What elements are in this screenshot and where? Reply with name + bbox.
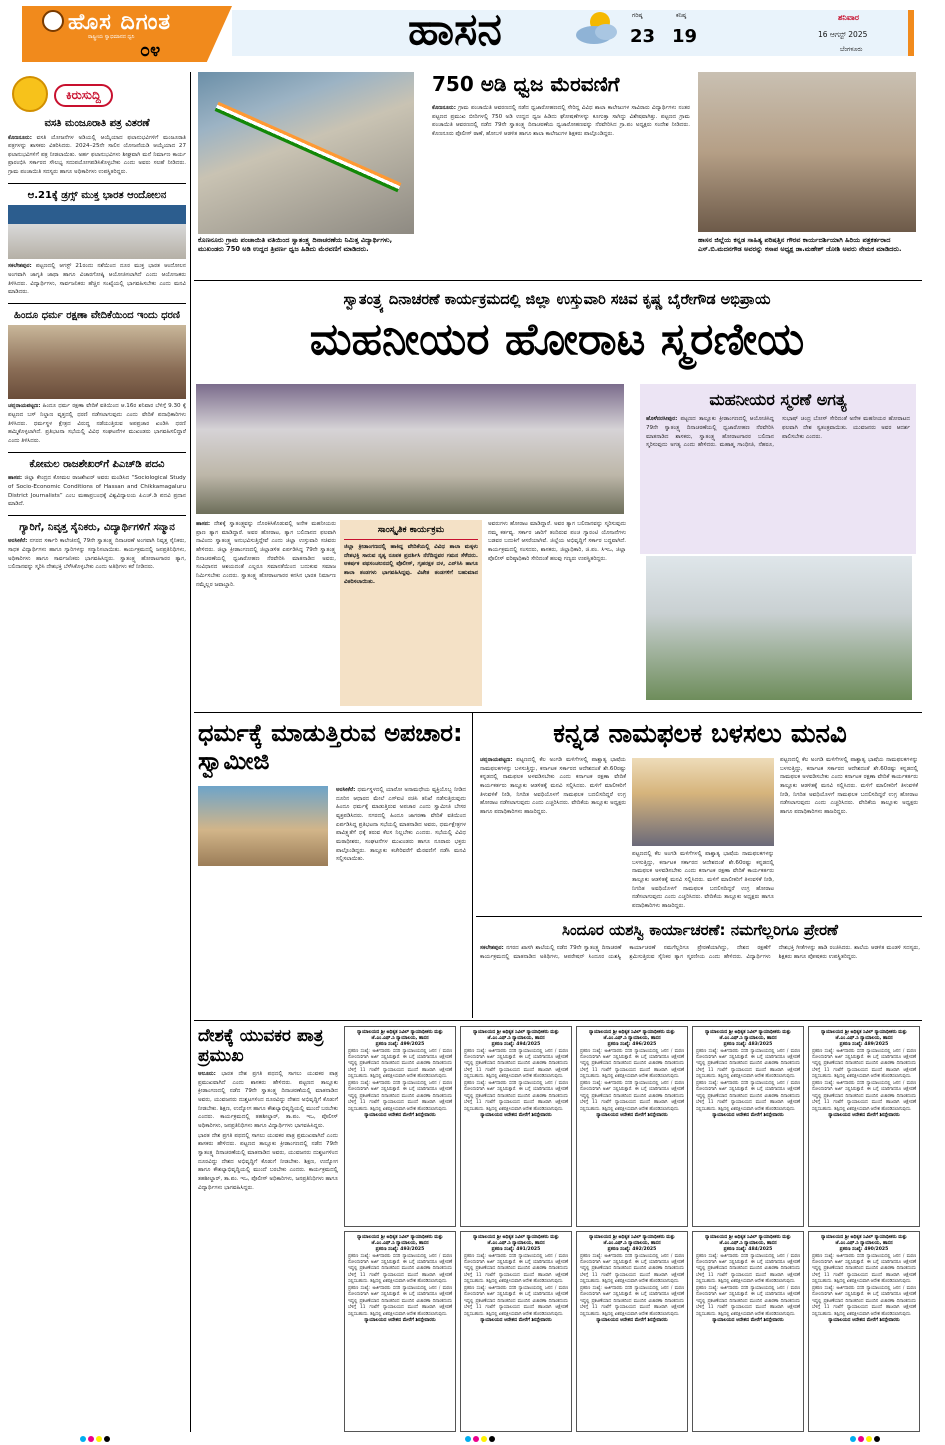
court-notice: ನ್ಯಾಯಾಲಯದ ಶ್ರೀ ಅಧಿಕೃತ ಸಿವಿಲ್ ನ್ಯಾಯಾಧೀಶರು ಮತ್ತು ಜೆ.ಎಂ.ಎಫ್.ಸಿ ನ್ಯಾಯಾಲಯ, ಹಾಸನ ಪ್ರಕರಣ ಸಂಖ್ಯೆ: 490/2025 ಪ್ರಕರಣ ಸಂಖ್ಯೆ: ಅರ್ಜಿದಾರರು ಸದರಿ ನ್ಯಾಯಾಲಯದಲ್ಲಿ ಜನನ / ಮರಣ ನೋಂದಣಿಗಾಗಿ ಅರ್ಜಿ ಸಲ್ಲಿಸಿರುತ್ತಾರೆ. ಈ ಬಗ್ಗೆ ಯಾರಿಗಾದರೂ ಆಕ್ಷೇಪಣೆ ಇದ್ದಲ್ಲಿ ಪ್ರಕಟಣೆಯಾದ ದಿನಾಂಕದಿಂದ ಮುಂದಿನ ವಿಚಾರಣಾ ದಿನಾಂಕದಂದು ಬೆಳಿಗ್ಗೆ 11 ಗಂಟೆಗೆ ನ್ಯಾಯಾಲಯದ ಮುಂದೆ ಹಾಜರಾಗಿ ಆಕ್ಷೇಪಣೆ ಸಲ್ಲಿಸಬಹುದು. ತಪ್ಪಿದಲ್ಲಿ ಏಕಪಕ್ಷೀಯವಾಗಿ ಆದೇಶ ಹೊರಡಿಸಲಾಗುವುದು. ಪ್ರಕರಣ ಸಂಖ್ಯೆ: ಅರ್ಜಿದಾರರು ಸದರಿ ನ್ಯಾಯಾಲಯದಲ್ಲಿ ಜನನ / ಮರಣ ನೋಂದಣಿಗಾಗಿ ಅರ್ಜಿ ಸಲ್ಲಿಸಿರುತ್ತಾರೆ. ಈ ಬಗ್ಗೆ ಯಾರಿಗಾದರೂ ಆಕ್ಷೇಪಣೆ ಇದ್ದಲ್ಲಿ ಪ್ರಕಟಣೆಯಾದ ದಿನಾಂಕದಿಂದ ಮುಂದಿನ ವಿಚಾರಣಾ ದಿನಾಂಕದಂದು ಬೆಳಿಗ್ಗೆ 11 ಗಂಟೆಗೆ ನ್ಯಾಯಾಲಯದ ಮುಂದೆ ಹಾಜರಾಗಿ ಆಕ್ಷೇಪಣೆ ಸಲ್ಲಿಸಬಹುದು. ತಪ್ಪಿದಲ್ಲಿ ಏಕಪಕ್ಷೀಯವಾಗಿ ಆದೇಶ ಹೊರಡಿಸಲಾಗುವುದು. ನ್ಯಾಯಾಲಯದ ಆದೇಶದ ಮೇರೆಗೆ ಶಿರಸ್ತೇದಾರರು bbox=[808, 1231, 920, 1432]
kannada-board-story-c bbox=[780, 756, 918, 914]
flag-march-headline: 750 ಅಡಿ ಧ್ವಜ ಮೆರವಣಿಗೆ bbox=[432, 72, 620, 96]
lower-divider bbox=[194, 1020, 922, 1021]
story-body: ಜಿಲ್ಲಾ ಕೇಂದ್ರದ ಕೋಮಲ ರಾಜಶೇಖರ್ ಅವರು ಮಂಡಿಸಿದ “Sociological Study of Socio-Economic Conditions of Hassan and Chikkamagaluru District Journalists” ಎಂಬ ಮಹಾಪ್ರಬಂಧಕ್ಕೆ ವಿಶ್ವವಿದ್ಯಾಲಯ ಪಿಎಚ್‌.ಡಿ ಪದವಿ ಪ್ರದಾನ ಮಾಡಿದೆ. bbox=[8, 475, 186, 508]
short-news-3 bbox=[8, 310, 186, 446]
ksp-appointment-photo bbox=[698, 72, 916, 232]
story-body: ದೇಶಕ್ಕೆ ಸ್ವಾತಂತ್ರ್ಯವನ್ನು ದೊರಕಿಸಿಕೊಡುವಲ್ಲಿ ಅನೇಕ ಮಹನೀಯರು ಪ್ರಾಣ ತ್ಯಾಗ ಮಾಡಿದ್ದಾರೆ. ಅವರ ಹೋರಾಟ, ತ್ಯಾಗ ಬಲಿದಾನದ ಫಲವಾಗಿ ನಾವಿಂದು ಸ್ವಾತಂತ್ರ್ಯ ಅನುಭವಿಸುತ್ತಿದ್ದೇವೆ ಎಂದು ಜಿಲ್ಲಾ ಉಸ್ತುವಾರಿ ಸಚಿವರು ಹೇಳಿದರು. ಜಿಲ್ಲಾ ಕ್ರೀಡಾಂಗಣದಲ್ಲಿ ಜಿಲ್ಲಾಡಳಿತ ಏರ್ಪಡಿಸಿದ್ದ 79ನೇ ಸ್ವಾತಂತ್ರ್ಯ ದಿನಾಚರಣೆಯಲ್ಲಿ ಧ್ವಜಾರೋಹಣ ನೆರವೇರಿಸಿ ಮಾತನಾಡಿದ ಅವರು, ಸಂವಿಧಾನದ ಆಶಯದಂತೆ ಎಲ್ಲರೂ ಸಮಾನತೆಯಿಂದ ಬದುಕುವ ಸಮಾಜ ನಿರ್ಮಿಸಬೇಕು ಎಂದರು. ಸ್ವಾತಂತ್ರ್ಯ ಹೋರಾಟಗಾರರ ಕನಸಿನ ಭಾರತ ನಿರ್ಮಾಣ ನಮ್ಮೆಲ್ಲರ ಜವಾಬ್ದಾರಿ. bbox=[196, 521, 336, 588]
min-temp-label: ಕನಿಷ್ಠ bbox=[676, 12, 687, 19]
dateline: ಚನ್ನರಾಯಪಟ್ಟಣ: bbox=[8, 403, 41, 410]
dateline: ಹಾಸನ: bbox=[8, 475, 23, 482]
short-news-5-title: ಗ್ಯಾರಿಗೆ, ನಿವೃತ್ತ ಸೈನಿಕರು, ವಿದ್ಯಾರ್ಥಿಗಳಿಗೆ ಸನ್ಮಾನ bbox=[19, 521, 175, 533]
max-temp: 23 bbox=[630, 26, 656, 47]
masthead bbox=[0, 0, 945, 66]
lead-story-col2 bbox=[488, 520, 626, 706]
kannada-board-story-a bbox=[480, 756, 626, 914]
dharma-headline: ಧರ್ಮಕ್ಕೆ ಮಾಡುತ್ತಿರುವ ಅಪಚಾರ: ಸ್ವಾಮೀಜಿ bbox=[198, 719, 463, 775]
min-temp: 19 bbox=[672, 26, 698, 47]
flag-march-caption: ಕೊಣನೂರು ಗ್ರಾಮ ಪಂಚಾಯಿತಿ ವತಿಯಿಂದ ಸ್ವಾತಂತ್ರ್ಯ ದಿನಾಚರಣೆಯ ನಿಮಿತ್ತ ವಿದ್ಯಾರ್ಥಿಗಳು, ಮುಖಂಡರು 750 ಅಡಿ ಉದ್ದದ ತ್ರಿವರ್ಣ ಧ್ವಜ ಹಿಡಿದು ಮೆರವಣಿಗೆ ಮಾಡಿದರು. bbox=[198, 236, 393, 254]
print-registration-marks bbox=[80, 1436, 880, 1444]
brand-name: ಹೊಸ ದಿಗಂತ bbox=[68, 10, 172, 35]
edition-name: ಹಾಸನ bbox=[408, 4, 502, 55]
cultural-program-box bbox=[340, 520, 482, 706]
page-number: ೦೪ bbox=[140, 40, 161, 61]
side-story-photo bbox=[646, 556, 912, 700]
short-news-2 bbox=[8, 190, 186, 297]
lead-story-col1 bbox=[196, 520, 336, 706]
side-story bbox=[640, 384, 916, 554]
kannada-board-photo bbox=[632, 758, 774, 846]
dateline: ಕೊಣನೂರು: bbox=[8, 134, 32, 141]
short-news-4 bbox=[8, 459, 186, 509]
court-notice: ನ್ಯಾಯಾಲಯದ ಶ್ರೀ ಅಧಿಕೃತ ಸಿವಿಲ್ ನ್ಯಾಯಾಧೀಶರು ಮತ್ತು ಜೆ.ಎಂ.ಎಫ್.ಸಿ ನ್ಯಾಯಾಲಯ, ಹಾಸನ ಪ್ರಕರಣ ಸಂಖ್ಯೆ: 483/2025 ಪ್ರಕರಣ ಸಂಖ್ಯೆ: ಅರ್ಜಿದಾರರು ಸದರಿ ನ್ಯಾಯಾಲಯದಲ್ಲಿ ಜನನ / ಮರಣ ನೋಂದಣಿಗಾಗಿ ಅರ್ಜಿ ಸಲ್ಲಿಸಿರುತ್ತಾರೆ. ಈ ಬಗ್ಗೆ ಯಾರಿಗಾದರೂ ಆಕ್ಷೇಪಣೆ ಇದ್ದಲ್ಲಿ ಪ್ರಕಟಣೆಯಾದ ದಿನಾಂಕದಿಂದ ಮುಂದಿನ ವಿಚಾರಣಾ ದಿನಾಂಕದಂದು ಬೆಳಿಗ್ಗೆ 11 ಗಂಟೆಗೆ ನ್ಯಾಯಾಲಯದ ಮುಂದೆ ಹಾಜರಾಗಿ ಆಕ್ಷೇಪಣೆ ಸಲ್ಲಿಸಬಹುದು. ತಪ್ಪಿದಲ್ಲಿ ಏಕಪಕ್ಷೀಯವಾಗಿ ಆದೇಶ ಹೊರಡಿಸಲಾಗುವುದು. ಪ್ರಕರಣ ಸಂಖ್ಯೆ: ಅರ್ಜಿದಾರರು ಸದರಿ ನ್ಯಾಯಾಲಯದಲ್ಲಿ ಜನನ / ಮರಣ ನೋಂದಣಿಗಾಗಿ ಅರ್ಜಿ ಸಲ್ಲಿಸಿರುತ್ತಾರೆ. ಈ ಬಗ್ಗೆ ಯಾರಿಗಾದರೂ ಆಕ್ಷೇಪಣೆ ಇದ್ದಲ್ಲಿ ಪ್ರಕಟಣೆಯಾದ ದಿನಾಂಕದಿಂದ ಮುಂದಿನ ವಿಚಾರಣಾ ದಿನಾಂಕದಂದು ಬೆಳಿಗ್ಗೆ 11 ಗಂಟೆಗೆ ನ್ಯಾಯಾಲಯದ ಮುಂದೆ ಹಾಜರಾಗಿ ಆಕ್ಷೇಪಣೆ ಸಲ್ಲಿಸಬಹುದು. ತಪ್ಪಿದಲ್ಲಿ ಏಕಪಕ್ಷೀಯವಾಗಿ ಆದೇಶ ಹೊರಡಿಸಲಾಗುವುದು. ನ್ಯಾಯಾಲಯದ ಆದೇಶದ ಮೇರೆಗೆ ಶಿರಸ್ತೇದಾರರು bbox=[692, 1026, 804, 1227]
brand-logo-icon bbox=[42, 10, 64, 32]
dateline: ಹೊಳೆನರಸೀಪುರ: bbox=[646, 416, 678, 423]
dateline: ಆಲೂರು: bbox=[198, 1071, 216, 1077]
sindoor-divider bbox=[476, 916, 922, 917]
kannada-board-headline: ಕನ್ನಡ ನಾಮಫಲಕ ಬಳಸಲು ಮನವಿ bbox=[553, 719, 847, 749]
flag-march-photo bbox=[198, 72, 414, 234]
court-notices bbox=[344, 1026, 920, 1432]
sindoor-headline: ಸಿಂದೂರ ಯಶಸ್ವಿ ಕಾರ್ಯಾಚರಣೆ: ನಮಗೆಲ್ಲರಿಗೂ ಪ್ರೇರಣೆ bbox=[562, 921, 838, 939]
youth-headline: ದೇಶಕ್ಕೆ ಯುವಕರ ಪಾತ್ರ ಪ್ರಮುಖ bbox=[198, 1026, 324, 1067]
lead-kicker: ಸ್ವಾತಂತ್ರ್ಯ ದಿನಾಚರಣೆ ಕಾರ್ಯಕ್ರಮದಲ್ಲಿ ಜಿಲ್ಲಾ ಉಸ್ತುವಾರಿ ಸಚಿವ ಕೃಷ್ಣ ಬೈರೇಗೌಡ ಅಭಿಪ್ರಾಯ bbox=[343, 292, 771, 308]
dateline: ಸಕಲೇಶಪುರ: bbox=[480, 945, 504, 951]
max-temp-label: ಗರಿಷ್ಠ bbox=[632, 12, 643, 19]
issue-city: ಬೆಂಗಳೂರು bbox=[840, 46, 863, 53]
story-body: ವಸತಿ ಯೋಜನೆಗಳ ಅಡಿಯಲ್ಲಿ ಆಯ್ಕೆಯಾದ ಫಲಾನುಭವಿಗಳಿಗೆ ಮಂಜೂರಾತಿ ಪತ್ರಗಳನ್ನು ಶಾಸಕರು ವಿತರಿಸಿದರು. 2024–25ನೇ ಸಾಲಿನ ಯೋಜನೆಯಡಿ ಆಯ್ಕೆಯಾದ 27 ಫಲಾನುಭವಿಗಳಿಗೆ ಪತ್ರ ನೀಡಲಾಯಿತು. ಅರ್ಹ ಫಲಾನುಭವಿಗಳು ಶೀಘ್ರವಾಗಿ ಮನೆ ನಿರ್ಮಾಣ ಕಾರ್ಯ ಪ್ರಾರಂಭಿಸಿ ಸರ್ಕಾರದ ಸೌಲಭ್ಯ ಸದುಪಯೋಗಪಡಿಸಿಕೊಳ್ಳಬೇಕು ಎಂದು ಅವರು ಸಲಹೆ ನೀಡಿದರು. ಗ್ರಾಮ ಪಂಚಾಯಿತಿ ಸದಸ್ಯರು ಹಾಗೂ ಅಧಿಕಾರಿಗಳು ಉಪಸ್ಥಿತರಿದ್ದರು. bbox=[8, 134, 186, 176]
short-news-1 bbox=[8, 118, 186, 177]
lead-headline: ಮಹನೀಯರ ಹೋರಾಟ ಸ್ಮರಣೀಯ bbox=[309, 314, 805, 365]
dateline: ಅರಸೀಕೆರೆ: bbox=[8, 538, 28, 545]
lead-photo-dignitaries bbox=[196, 384, 624, 514]
cultural-program-body: ಜಿಲ್ಲಾ ಕ್ರೀಡಾಂಗಣದಲ್ಲಿ ಹಾಕಿದ್ದ ವೇದಿಕೆಯಲ್ಲಿ ವಿವಿಧ ಶಾಲಾ ಮಕ್ಕಳು ದೇಶಭಕ್ತಿ ಸಾರುವ ನೃತ್ಯ ರೂಪಕ ಪ್ರದರ್ಶಿಸಿ ನೆರೆದಿದ್ದವರ ಗಮನ ಸೆಳೆದರು. ಆಕರ್ಷಕ ಪಥಸಂಚಲನದಲ್ಲಿ ಪೊಲೀಸ್, ಗೃಹರಕ್ಷಕ ದಳ, ಎನ್‌ಸಿಸಿ ಹಾಗೂ ಶಾಲಾ ತಂಡಗಳು ಭಾಗವಹಿಸಿದ್ದವು. ವಿಜೇತ ತಂಡಗಳಿಗೆ ಬಹುಮಾನ ವಿತರಿಸಲಾಯಿತು. bbox=[344, 544, 478, 585]
story-body: ನಗರದ ಸರ್ಕಾರಿ ಕಾಲೇಜಿನಲ್ಲಿ 79ನೇ ಸ್ವಾತಂತ್ರ್ಯ ದಿನಾಚರಣೆ ಅಂಗವಾಗಿ ನಿವೃತ್ತ ಸೈನಿಕರು, ಸಾಧಕ ವಿದ್ಯಾರ್ಥಿಗಳು ಹಾಗೂ ಗ್ಯಾರಿಗಳನ್ನು ಸನ್ಮಾನಿಸಲಾಯಿತು. ಕಾರ್ಯಕ್ರಮದಲ್ಲಿ ಜನಪ್ರತಿನಿಧಿಗಳು, ಅಧಿಕಾರಿಗಳು ಹಾಗೂ ಸಾರ್ವಜನಿಕರು ಭಾಗವಹಿಸಿದ್ದರು. ಸ್ವಾತಂತ್ರ್ಯ ಹೋರಾಟಗಾರರ ತ್ಯಾಗ, ಬಲಿದಾನವನ್ನು ಸ್ಮರಿಸಿ ದೇಶಭಕ್ತಿ ಬೆಳೆಸಿಕೊಳ್ಳಬೇಕು ಎಂದು ಅತಿಥಿಗಳು ಕರೆ ನೀಡಿದರು. bbox=[8, 538, 186, 571]
left-column-divider bbox=[190, 72, 191, 1432]
dharma-story bbox=[198, 786, 466, 1012]
edition-bar bbox=[232, 10, 908, 56]
court-notice: ನ್ಯಾಯಾಲಯದ ಶ್ರೀ ಅಧಿಕೃತ ಸಿವಿಲ್ ನ್ಯಾಯಾಧೀಶರು ಮತ್ತು ಜೆ.ಎಂ.ಎಫ್.ಸಿ ನ್ಯಾಯಾಲಯ, ಹಾಸನ ಪ್ರಕರಣ ಸಂಖ್ಯೆ: 496/2025 ಪ್ರಕರಣ ಸಂಖ್ಯೆ: ಅರ್ಜಿದಾರರು ಸದರಿ ನ್ಯಾಯಾಲಯದಲ್ಲಿ ಜನನ / ಮರಣ ನೋಂದಣಿಗಾಗಿ ಅರ್ಜಿ ಸಲ್ಲಿಸಿರುತ್ತಾರೆ. ಈ ಬಗ್ಗೆ ಯಾರಿಗಾದರೂ ಆಕ್ಷೇಪಣೆ ಇದ್ದಲ್ಲಿ ಪ್ರಕಟಣೆಯಾದ ದಿನಾಂಕದಿಂದ ಮುಂದಿನ ವಿಚಾರಣಾ ದಿನಾಂಕದಂದು ಬೆಳಿಗ್ಗೆ 11 ಗಂಟೆಗೆ ನ್ಯಾಯಾಲಯದ ಮುಂದೆ ಹಾಜರಾಗಿ ಆಕ್ಷೇಪಣೆ ಸಲ್ಲಿಸಬಹುದು. ತಪ್ಪಿದಲ್ಲಿ ಏಕಪಕ್ಷೀಯವಾಗಿ ಆದೇಶ ಹೊರಡಿಸಲಾಗುವುದು. ಪ್ರಕರಣ ಸಂಖ್ಯೆ: ಅರ್ಜಿದಾರರು ಸದರಿ ನ್ಯಾಯಾಲಯದಲ್ಲಿ ಜನನ / ಮರಣ ನೋಂದಣಿಗಾಗಿ ಅರ್ಜಿ ಸಲ್ಲಿಸಿರುತ್ತಾರೆ. ಈ ಬಗ್ಗೆ ಯಾರಿಗಾದರೂ ಆಕ್ಷೇಪಣೆ ಇದ್ದಲ್ಲಿ ಪ್ರಕಟಣೆಯಾದ ದಿನಾಂಕದಿಂದ ಮುಂದಿನ ವಿಚಾರಣಾ ದಿನಾಂಕದಂದು ಬೆಳಿಗ್ಗೆ 11 ಗಂಟೆಗೆ ನ್ಯಾಯಾಲಯದ ಮುಂದೆ ಹಾಜರಾಗಿ ಆಕ್ಷೇಪಣೆ ಸಲ್ಲಿಸಬಹುದು. ತಪ್ಪಿದಲ್ಲಿ ಏಕಪಕ್ಷೀಯವಾಗಿ ಆದೇಶ ಹೊರಡಿಸಲಾಗುವುದು. ನ್ಯಾಯಾಲಯದ ಆದೇಶದ ಮೇರೆಗೆ ಶಿರಸ್ತೇದಾರರು bbox=[576, 1026, 688, 1227]
flag-march-story bbox=[432, 104, 690, 274]
short-news-1-title: ವಸತಿ ಮಂಜೂರಾತಿ ಪತ್ರ ವಿತರಣೆ bbox=[44, 118, 150, 129]
court-notice: ನ್ಯಾಯಾಲಯದ ಶ್ರೀ ಅಧಿಕೃತ ಸಿವಿಲ್ ನ್ಯಾಯಾಧೀಶರು ಮತ್ತು ಜೆ.ಎಂ.ಎಫ್.ಸಿ ನ್ಯಾಯಾಲಯ, ಹಾಸನ ಪ್ರಕರಣ ಸಂಖ್ಯೆ: 484/2025 ಪ್ರಕರಣ ಸಂಖ್ಯೆ: ಅರ್ಜಿದಾರರು ಸದರಿ ನ್ಯಾಯಾಲಯದಲ್ಲಿ ಜನನ / ಮರಣ ನೋಂದಣಿಗಾಗಿ ಅರ್ಜಿ ಸಲ್ಲಿಸಿರುತ್ತಾರೆ. ಈ ಬಗ್ಗೆ ಯಾರಿಗಾದರೂ ಆಕ್ಷೇಪಣೆ ಇದ್ದಲ್ಲಿ ಪ್ರಕಟಣೆಯಾದ ದಿನಾಂಕದಿಂದ ಮುಂದಿನ ವಿಚಾರಣಾ ದಿನಾಂಕದಂದು ಬೆಳಿಗ್ಗೆ 11 ಗಂಟೆಗೆ ನ್ಯಾಯಾಲಯದ ಮುಂದೆ ಹಾಜರಾಗಿ ಆಕ್ಷೇಪಣೆ ಸಲ್ಲಿಸಬಹುದು. ತಪ್ಪಿದಲ್ಲಿ ಏಕಪಕ್ಷೀಯವಾಗಿ ಆದೇಶ ಹೊರಡಿಸಲಾಗುವುದು. ಪ್ರಕರಣ ಸಂಖ್ಯೆ: ಅರ್ಜಿದಾರರು ಸದರಿ ನ್ಯಾಯಾಲಯದಲ್ಲಿ ಜನನ / ಮರಣ ನೋಂದಣಿಗಾಗಿ ಅರ್ಜಿ ಸಲ್ಲಿಸಿರುತ್ತಾರೆ. ಈ ಬಗ್ಗೆ ಯಾರಿಗಾದರೂ ಆಕ್ಷೇಪಣೆ ಇದ್ದಲ್ಲಿ ಪ್ರಕಟಣೆಯಾದ ದಿನಾಂಕದಿಂದ ಮುಂದಿನ ವಿಚಾರಣಾ ದಿನಾಂಕದಂದು ಬೆಳಿಗ್ಗೆ 11 ಗಂಟೆಗೆ ನ್ಯಾಯಾಲಯದ ಮುಂದೆ ಹಾಜರಾಗಿ ಆಕ್ಷೇಪಣೆ ಸಲ್ಲಿಸಬಹುದು. ತಪ್ಪಿದಲ್ಲಿ ಏಕಪಕ್ಷೀಯವಾಗಿ ಆದೇಶ ಹೊರಡಿಸಲಾಗುವುದು. ನ್ಯಾಯಾಲಯದ ಆದೇಶದ ಮೇರೆಗೆ ಶಿರಸ್ತೇದಾರರು bbox=[692, 1231, 804, 1432]
dateline: ಕೊಣನೂರು: bbox=[432, 105, 456, 111]
flag-ribbon bbox=[215, 102, 402, 192]
story-body: ಪಟ್ಟಣದಲ್ಲಿ ಕೆಲ ಅಂಗಡಿ ಮಳಿಗೆಗಳಲ್ಲಿ ಪಾಶ್ಚಾತ್ಯ ಭಾಷೆಯ ನಾಮಫಲಕಗಳನ್ನು ಬಳಸುತ್ತಿದ್ದು, ಕರ್ನಾಟಕ ಸರ್ಕಾರದ ಆದೇಶದಂತೆ ಶೇ.60ರಷ್ಟು ಕನ್ನಡದಲ್ಲಿ ನಾಮಫಲಕ ಅಳವಡಿಸಬೇಕು ಎಂದು ಕರ್ನಾಟಕ ರಕ್ಷಣಾ ವೇದಿಕೆ ಕಾರ್ಯಕರ್ತರು ತಾಲ್ಲೂಕು ಆಡಳಿತಕ್ಕೆ ಮನವಿ ಸಲ್ಲಿಸಿದರು. ಮಳಿಗೆ ಮಾಲೀಕರಿಗೆ ತಿಳುವಳಿಕೆ ನೀಡಿ, ನಿಗದಿತ ಅವಧಿಯೊಳಗೆ ನಾಮಫಲಕ ಬದಲಿಸದಿದ್ದರೆ ಉಗ್ರ ಹೋರಾಟ ನಡೆಸಲಾಗುವುದು ಎಂದು ಎಚ್ಚರಿಸಿದರು. ವೇದಿಕೆಯ ತಾಲ್ಲೂಕು ಅಧ್ಯಕ್ಷರು ಹಾಗೂ ಪದಾಧಿಕಾರಿಗಳು ಹಾಜರಿದ್ದರು. bbox=[780, 757, 918, 815]
mid-column-divider bbox=[472, 712, 473, 1018]
short-news-5 bbox=[8, 522, 186, 572]
court-notice: ನ್ಯಾಯಾಲಯದ ಶ್ರೀ ಅಧಿಕೃತ ಸಿವಿಲ್ ನ್ಯಾಯಾಧೀಶರು ಮತ್ತು ಜೆ.ಎಂ.ಎಫ್.ಸಿ ನ್ಯಾಯಾಲಯ, ಹಾಸನ ಪ್ರಕರಣ ಸಂಖ್ಯೆ: 494/2025 ಪ್ರಕರಣ ಸಂಖ್ಯೆ: ಅರ್ಜಿದಾರರು ಸದರಿ ನ್ಯಾಯಾಲಯದಲ್ಲಿ ಜನನ / ಮರಣ ನೋಂದಣಿಗಾಗಿ ಅರ್ಜಿ ಸಲ್ಲಿಸಿರುತ್ತಾರೆ. ಈ ಬಗ್ಗೆ ಯಾರಿಗಾದರೂ ಆಕ್ಷೇಪಣೆ ಇದ್ದಲ್ಲಿ ಪ್ರಕಟಣೆಯಾದ ದಿನಾಂಕದಿಂದ ಮುಂದಿನ ವಿಚಾರಣಾ ದಿನಾಂಕದಂದು ಬೆಳಿಗ್ಗೆ 11 ಗಂಟೆಗೆ ನ್ಯಾಯಾಲಯದ ಮುಂದೆ ಹಾಜರಾಗಿ ಆಕ್ಷೇಪಣೆ ಸಲ್ಲಿಸಬಹುದು. ತಪ್ಪಿದಲ್ಲಿ ಏಕಪಕ್ಷೀಯವಾಗಿ ಆದೇಶ ಹೊರಡಿಸಲಾಗುವುದು. ಪ್ರಕರಣ ಸಂಖ್ಯೆ: ಅರ್ಜಿದಾರರು ಸದರಿ ನ್ಯಾಯಾಲಯದಲ್ಲಿ ಜನನ / ಮರಣ ನೋಂದಣಿಗಾಗಿ ಅರ್ಜಿ ಸಲ್ಲಿಸಿರುತ್ತಾರೆ. ಈ ಬಗ್ಗೆ ಯಾರಿಗಾದರೂ ಆಕ್ಷೇಪಣೆ ಇದ್ದಲ್ಲಿ ಪ್ರಕಟಣೆಯಾದ ದಿನಾಂಕದಿಂದ ಮುಂದಿನ ವಿಚಾರಣಾ ದಿನಾಂಕದಂದು ಬೆಳಿಗ್ಗೆ 11 ಗಂಟೆಗೆ ನ್ಯಾಯಾಲಯದ ಮುಂದೆ ಹಾಜರಾಗಿ ಆಕ್ಷೇಪಣೆ ಸಲ್ಲಿಸಬಹುದು. ತಪ್ಪಿದಲ್ಲಿ ಏಕಪಕ್ಷೀಯವಾಗಿ ಆದೇಶ ಹೊರಡಿಸಲಾಗುವುದು. ನ್ಯಾಯಾಲಯದ ಆದೇಶದ ಮೇರೆಗೆ ಶಿರಸ್ತೇದಾರರು bbox=[460, 1026, 572, 1227]
left-column bbox=[8, 72, 186, 1432]
sindoor-story bbox=[480, 944, 920, 1016]
story-body: ಧರ್ಮಸ್ಥಳದಲ್ಲಿ ಯಾರೋ ಅನಾಮಧೇಯ ವ್ಯಕ್ತಿಯೊಬ್ಬ ನೀಡಿದ ದೂರಿನ ಆಧಾರದ ಮೇಲೆ ಎಸ್‌ಐಟಿ ರಚಿಸಿ ತನಿಖೆ ನಡೆಸುತ್ತಿರುವುದು ಹಿಂದೂ ಧರ್ಮಕ್ಕೆ ಮಾಡುತ್ತಿರುವ ಅಪಚಾರ ಎಂದು ಸ್ವಾಮೀಜಿ ಬೇಸರ ವ್ಯಕ್ತಪಡಿಸಿದರು. ನಗರದಲ್ಲಿ ಹಿಂದೂ ಜಾಗರಣಾ ವೇದಿಕೆ ವತಿಯಿಂದ ಏರ್ಪಡಿಸಿದ್ದ ಪ್ರತಿಭಟನಾ ಸಭೆಯಲ್ಲಿ ಮಾತನಾಡಿದ ಅವರು, ಧರ್ಮಕ್ಷೇತ್ರಗಳ ಪಾವಿತ್ರ್ಯತೆಗೆ ಧಕ್ಕೆ ತರುವ ಕೆಲಸ ನಿಲ್ಲಬೇಕು ಎಂದರು. ಸಭೆಯಲ್ಲಿ ವಿವಿಧ ಮಠಾಧೀಶರು, ಸಂಘಟನೆಗಳ ಮುಖಂಡರು ಹಾಗೂ ನೂರಾರು ಭಕ್ತರು ಪಾಲ್ಗೊಂಡಿದ್ದರು. ತಾಲ್ಲೂಕು ಕಚೇರಿವರೆಗೆ ಮೆರವಣಿಗೆ ನಡೆಸಿ ಮನವಿ ಸಲ್ಲಿಸಲಾಯಿತು. bbox=[336, 787, 466, 863]
dateline: ಹಾಸನ: bbox=[196, 521, 211, 527]
short-news-header bbox=[8, 72, 186, 118]
edition-accent bbox=[908, 10, 914, 56]
weekday: ಶನಿವಾರ bbox=[838, 13, 860, 22]
top-row-divider bbox=[194, 280, 922, 281]
story-body: ಭಾರತ ದೇಶ ಪ್ರಗತಿ ಪಥದಲ್ಲಿ ಸಾಗಲು ಯುವಕರ ಪಾತ್ರ ಪ್ರಮುಖವಾಗಿದೆ ಎಂದು ಶಾಸಕರು ಹೇಳಿದರು. ಪಟ್ಟಣದ ತಾಲ್ಲೂಕು ಕ್ರೀಡಾಂಗಣದಲ್ಲಿ ನಡೆದ 79ನೇ ಸ್ವಾತಂತ್ರ್ಯ ದಿನಾಚರಣೆಯಲ್ಲಿ ಮಾತನಾಡಿದ ಅವರು, ಯುವಜನರು ದುಶ್ಚಟಗಳಿಂದ ದೂರವಿದ್ದು ದೇಶದ ಅಭಿವೃದ್ಧಿಗೆ ಕೊಡುಗೆ ನೀಡಬೇಕು. ಶಿಕ್ಷಣ, ಉದ್ಯೋಗ ಹಾಗೂ ಕೌಶಲ್ಯಾಭಿವೃದ್ಧಿಯಲ್ಲಿ ಮುಂದೆ ಬರಬೇಕು ಎಂದರು. ಕಾರ್ಯಕ್ರಮದಲ್ಲಿ ತಹಶೀಲ್ದಾರ್, ತಾ.ಪಂ. ಇಒ, ಪೊಲೀಸ್ ಅಧಿಕಾರಿಗಳು, ಜನಪ್ರತಿನಿಧಿಗಳು ಹಾಗೂ ವಿದ್ಯಾರ್ಥಿಗಳು ಭಾಗವಹಿಸಿದ್ದರು. bbox=[198, 1132, 338, 1191]
short-news-4-title: ಕೋಮಲ ರಾಜಶೇಖರ್‌ಗೆ ಪಿಎಚ್‌ಡಿ ಪದವಿ bbox=[29, 458, 165, 470]
story-body: ಹಿಂದೂ ಧರ್ಮ ರಕ್ಷಣಾ ವೇದಿಕೆ ವತಿಯಿಂದ ಆ.16ರ ಶನಿವಾರ ಬೆಳಿಗ್ಗೆ 9.30 ಕ್ಕೆ ಪಟ್ಟಣದ ಬಸ್ ನಿಲ್ದಾಣ ವೃತ್ತದಲ್ಲಿ ಧರಣಿ ನಡೆಸಲಾಗುವುದು ಎಂದು ವೇದಿಕೆ ಪದಾಧಿಕಾರಿಗಳು ತಿಳಿಸಿದರು. ಧರ್ಮಸ್ಥಳ ಕ್ಷೇತ್ರದ ವಿರುದ್ಧ ನಡೆಯುತ್ತಿರುವ ಅಪಪ್ರಚಾರ ಖಂಡಿಸಿ ಧರಣಿ ಹಮ್ಮಿಕೊಳ್ಳಲಾಗಿದೆ. ಪ್ರತಿಭಟನಾ ಸಭೆಯಲ್ಲಿ ವಿವಿಧ ಸಂಘಟನೆಗಳ ಮುಖಂಡರು ಭಾಗವಹಿಸಲಿದ್ದಾರೆ ಎಂದು ತಿಳಿಸಿದರು. bbox=[8, 403, 186, 445]
story-body: ಪಟ್ಟಣದಲ್ಲಿ ಕೆಲ ಅಂಗಡಿ ಮಳಿಗೆಗಳಲ್ಲಿ ಪಾಶ್ಚಾತ್ಯ ಭಾಷೆಯ ನಾಮಫಲಕಗಳನ್ನು ಬಳಸುತ್ತಿದ್ದು, ಕರ್ನಾಟಕ ಸರ್ಕಾರದ ಆದೇಶದಂತೆ ಶೇ.60ರಷ್ಟು ಕನ್ನಡದಲ್ಲಿ ನಾಮಫಲಕ ಅಳವಡಿಸಬೇಕು ಎಂದು ಕರ್ನಾಟಕ ರಕ್ಷಣಾ ವೇದಿಕೆ ಕಾರ್ಯಕರ್ತರು ತಾಲ್ಲೂಕು ಆಡಳಿತಕ್ಕೆ ಮನವಿ ಸಲ್ಲಿಸಿದರು. ಮಳಿಗೆ ಮಾಲೀಕರಿಗೆ ತಿಳುವಳಿಕೆ ನೀಡಿ, ನಿಗದಿತ ಅವಧಿಯೊಳಗೆ ನಾಮಫಲಕ ಬದಲಿಸದಿದ್ದರೆ ಉಗ್ರ ಹೋರಾಟ ನಡೆಸಲಾಗುವುದು ಎಂದು ಎಚ್ಚರಿಸಿದರು. ವೇದಿಕೆಯ ತಾಲ್ಲೂಕು ಅಧ್ಯಕ್ಷರು ಹಾಗೂ ಪದಾಧಿಕಾರಿಗಳು ಹಾಜರಿದ್ದರು. bbox=[632, 851, 774, 909]
story-body: ಪಟ್ಟಣದಲ್ಲಿ ಆಗಸ್ಟ್ 21ರಂದು ನಶೆಯಿಂದ ದೂರ ಮುಕ್ತ ಭಾರತ ಆಂದೋಲನ ಅಂಗವಾಗಿ ಜಾಗೃತಿ ಜಾಥಾ ಹಾಗೂ ವಿಚಾರಗೋಷ್ಠಿ ಆಯೋಜಿಸಲಾಗಿದೆ ಎಂದು ಆಯೋಜಕರು ತಿಳಿಸಿದರು. ವಿದ್ಯಾರ್ಥಿಗಳು, ಸಾರ್ವಜನಿಕರು ಹೆಚ್ಚಿನ ಸಂಖ್ಯೆಯಲ್ಲಿ ಭಾಗವಹಿಸಬೇಕು ಎಂದು ಮನವಿ ಮಾಡಿದರು. bbox=[8, 263, 186, 296]
lead-bottom-divider bbox=[194, 712, 922, 713]
weather-icon bbox=[572, 8, 624, 48]
short-news-3-photo bbox=[8, 325, 186, 399]
story-body: ನಗರದ ಖಾಸಗಿ ಶಾಲೆಯಲ್ಲಿ ನಡೆದ 79ನೇ ಸ್ವಾತಂತ್ರ್ಯ ದಿನಾಚರಣೆ ಕಾರ್ಯಕ್ರಮದಲ್ಲಿ ಮಾತನಾಡಿದ ಅತಿಥಿಗಳು, ಆಪರೇಷನ್ ಸಿಂದೂರ ಯಶಸ್ವಿ ಕಾರ್ಯಾಚರಣೆ ನಮಗೆಲ್ಲರಿಗೂ ಪ್ರೇರಣೆಯಾಗಿದ್ದು, ದೇಶದ ರಕ್ಷಣೆಗೆ ಶ್ರಮಿಸುತ್ತಿರುವ ಸೈನಿಕರ ತ್ಯಾಗ ಸ್ಮರಣೀಯ ಎಂದು ಹೇಳಿದರು. ವಿದ್ಯಾರ್ಥಿಗಳು ದೇಶಭಕ್ತಿ ಗೀತೆಗಳನ್ನು ಹಾಡಿ ರಂಜಿಸಿದರು. ಶಾಲೆಯ ಆಡಳಿತ ಮಂಡಳಿ ಸದಸ್ಯರು, ಶಿಕ್ಷಕರು ಹಾಗೂ ಪೋಷಕರು ಉಪಸ್ಥಿತರಿದ್ದರು. bbox=[480, 945, 920, 960]
kannada-board-story-b bbox=[632, 850, 774, 914]
youth-story bbox=[198, 1070, 338, 1432]
story-body: ಪಟ್ಟಣದಲ್ಲಿ ಕೆಲ ಅಂಗಡಿ ಮಳಿಗೆಗಳಲ್ಲಿ ಪಾಶ್ಚಾತ್ಯ ಭಾಷೆಯ ನಾಮಫಲಕಗಳನ್ನು ಬಳಸುತ್ತಿದ್ದು, ಕರ್ನಾಟಕ ಸರ್ಕಾರದ ಆದೇಶದಂತೆ ಶೇ.60ರಷ್ಟು ಕನ್ನಡದಲ್ಲಿ ನಾಮಫಲಕ ಅಳವಡಿಸಬೇಕು ಎಂದು ಕರ್ನಾಟಕ ರಕ್ಷಣಾ ವೇದಿಕೆ ಕಾರ್ಯಕರ್ತರು ತಾಲ್ಲೂಕು ಆಡಳಿತಕ್ಕೆ ಮನವಿ ಸಲ್ಲಿಸಿದರು. ಮಳಿಗೆ ಮಾಲೀಕರಿಗೆ ತಿಳುವಳಿಕೆ ನೀಡಿ, ನಿಗದಿತ ಅವಧಿಯೊಳಗೆ ನಾಮಫಲಕ ಬದಲಿಸದಿದ್ದರೆ ಉಗ್ರ ಹೋರಾಟ ನಡೆಸಲಾಗುವುದು ಎಂದು ಎಚ್ಚರಿಸಿದರು. ವೇದಿಕೆಯ ತಾಲ್ಲೂಕು ಅಧ್ಯಕ್ಷರು ಹಾಗೂ ಪದಾಧಿಕಾರಿಗಳು ಹಾಜರಿದ್ದರು. bbox=[480, 757, 626, 815]
dharma-protest-photo bbox=[198, 786, 328, 866]
story-body: ಅವರುಗಳು ಹೋರಾಟ ಮಾಡಿದ್ದಾರೆ. ಅವರ ತ್ಯಾಗ ಬಲಿದಾನವನ್ನು ಸ್ಮರಿಸುವುದು ನಮ್ಮ ಕರ್ತವ್ಯ. ಸರ್ಕಾರ ಜಾರಿಗೆ ತಂದಿರುವ ಪಂಚ ಗ್ಯಾರಂಟಿ ಯೋಜನೆಗಳು ಬಡವರ ಬದುಕಿಗೆ ಆಸರೆಯಾಗಿವೆ. ಜಿಲ್ಲೆಯ ಅಭಿವೃದ್ಧಿಗೆ ಸರ್ಕಾರ ಬದ್ಧವಾಗಿದೆ. ಕಾರ್ಯಕ್ರಮದಲ್ಲಿ ಸಂಸದರು, ಶಾಸಕರು, ಜಿಲ್ಲಾಧಿಕಾರಿ, ಜಿ.ಪಂ. ಸಿಇಒ, ಜಿಲ್ಲಾ ಪೊಲೀಸ್ ವರಿಷ್ಠಾಧಿಕಾರಿ ಸೇರಿದಂತೆ ಹಲವು ಗಣ್ಯರು ಉಪಸ್ಥಿತರಿದ್ದರು. bbox=[488, 521, 626, 562]
side-story-title: ಮಹನೀಯರ ಸ್ಮರಣೆ ಅಗತ್ಯ bbox=[709, 390, 847, 409]
story-body: ಪಟ್ಟಣದ ತಾಲ್ಲೂಕು ಕ್ರೀಡಾಂಗಣದಲ್ಲಿ ಆಯೋಜಿಸಿದ್ದ 79ನೇ ಸ್ವಾತಂತ್ರ್ಯ ದಿನಾಚರಣೆಯಲ್ಲಿ ಧ್ವಜಾರೋಹಣ ನೆರವೇರಿಸಿ ಮಾತನಾಡಿದ ಶಾಸಕರು, ಸ್ವಾತಂತ್ರ್ಯ ಹೋರಾಟಗಾರರ ಬಲಿದಾನ ಸ್ಮರಿಸುವುದು ಅಗತ್ಯ ಎಂದು ಹೇಳಿದರು. ಮಹಾತ್ಮ ಗಾಂಧೀಜಿ, ನೆಹರೂ, ಸುಭಾಷ್ ಚಂದ್ರ ಬೋಸ್ ಸೇರಿದಂತೆ ಅನೇಕ ಮಹನೀಯರ ಹೋರಾಟದ ಫಲವಾಗಿ ದೇಶ ಸ್ವತಂತ್ರವಾಯಿತು. ಯುವಜನರು ಅವರ ಆದರ್ಶ ಪಾಲಿಸಬೇಕು ಎಂದರು. bbox=[646, 416, 910, 449]
court-notice: ನ್ಯಾಯಾಲಯದ ಶ್ರೀ ಅಧಿಕೃತ ಸಿವಿಲ್ ನ್ಯಾಯಾಧೀಶರು ಮತ್ತು ಜೆ.ಎಂ.ಎಫ್.ಸಿ ನ್ಯಾಯಾಲಯ, ಹಾಸನ ಪ್ರಕರಣ ಸಂಖ್ಯೆ: 492/2025 ಪ್ರಕರಣ ಸಂಖ್ಯೆ: ಅರ್ಜಿದಾರರು ಸದರಿ ನ್ಯಾಯಾಲಯದಲ್ಲಿ ಜನನ / ಮರಣ ನೋಂದಣಿಗಾಗಿ ಅರ್ಜಿ ಸಲ್ಲಿಸಿರುತ್ತಾರೆ. ಈ ಬಗ್ಗೆ ಯಾರಿಗಾದರೂ ಆಕ್ಷೇಪಣೆ ಇದ್ದಲ್ಲಿ ಪ್ರಕಟಣೆಯಾದ ದಿನಾಂಕದಿಂದ ಮುಂದಿನ ವಿಚಾರಣಾ ದಿನಾಂಕದಂದು ಬೆಳಿಗ್ಗೆ 11 ಗಂಟೆಗೆ ನ್ಯಾಯಾಲಯದ ಮುಂದೆ ಹಾಜರಾಗಿ ಆಕ್ಷೇಪಣೆ ಸಲ್ಲಿಸಬಹುದು. ತಪ್ಪಿದಲ್ಲಿ ಏಕಪಕ್ಷೀಯವಾಗಿ ಆದೇಶ ಹೊರಡಿಸಲಾಗುವುದು. ಪ್ರಕರಣ ಸಂಖ್ಯೆ: ಅರ್ಜಿದಾರರು ಸದರಿ ನ್ಯಾಯಾಲಯದಲ್ಲಿ ಜನನ / ಮರಣ ನೋಂದಣಿಗಾಗಿ ಅರ್ಜಿ ಸಲ್ಲಿಸಿರುತ್ತಾರೆ. ಈ ಬಗ್ಗೆ ಯಾರಿಗಾದರೂ ಆಕ್ಷೇಪಣೆ ಇದ್ದಲ್ಲಿ ಪ್ರಕಟಣೆಯಾದ ದಿನಾಂಕದಿಂದ ಮುಂದಿನ ವಿಚಾರಣಾ ದಿನಾಂಕದಂದು ಬೆಳಿಗ್ಗೆ 11 ಗಂಟೆಗೆ ನ್ಯಾಯಾಲಯದ ಮುಂದೆ ಹಾಜರಾಗಿ ಆಕ್ಷೇಪಣೆ ಸಲ್ಲಿಸಬಹುದು. ತಪ್ಪಿದಲ್ಲಿ ಏಕಪಕ್ಷೀಯವಾಗಿ ಆದೇಶ ಹೊರಡಿಸಲಾಗುವುದು. ನ್ಯಾಯಾಲಯದ ಆದೇಶದ ಮೇರೆಗೆ ಶಿರಸ್ತೇದಾರರು bbox=[576, 1231, 688, 1432]
hand-icon bbox=[12, 76, 48, 112]
short-news-2-title: ಆ.21ಕ್ಕೆ ಡ್ರಗ್ಸ್ ಮುಕ್ತ ಭಾರತ ಆಂದೋಲನ bbox=[27, 189, 167, 201]
court-notice: ನ್ಯಾಯಾಲಯದ ಶ್ರೀ ಅಧಿಕೃತ ಸಿವಿಲ್ ನ್ಯಾಯಾಧೀಶರು ಮತ್ತು ಜೆ.ಎಂ.ಎಫ್.ಸಿ ನ್ಯಾಯಾಲಯ, ಹಾಸನ ಪ್ರಕರಣ ಸಂಖ್ಯೆ: 491/2025 ಪ್ರಕರಣ ಸಂಖ್ಯೆ: ಅರ್ಜಿದಾರರು ಸದರಿ ನ್ಯಾಯಾಲಯದಲ್ಲಿ ಜನನ / ಮರಣ ನೋಂದಣಿಗಾಗಿ ಅರ್ಜಿ ಸಲ್ಲಿಸಿರುತ್ತಾರೆ. ಈ ಬಗ್ಗೆ ಯಾರಿಗಾದರೂ ಆಕ್ಷೇಪಣೆ ಇದ್ದಲ್ಲಿ ಪ್ರಕಟಣೆಯಾದ ದಿನಾಂಕದಿಂದ ಮುಂದಿನ ವಿಚಾರಣಾ ದಿನಾಂಕದಂದು ಬೆಳಿಗ್ಗೆ 11 ಗಂಟೆಗೆ ನ್ಯಾಯಾಲಯದ ಮುಂದೆ ಹಾಜರಾಗಿ ಆಕ್ಷೇಪಣೆ ಸಲ್ಲಿಸಬಹುದು. ತಪ್ಪಿದಲ್ಲಿ ಏಕಪಕ್ಷೀಯವಾಗಿ ಆದೇಶ ಹೊರಡಿಸಲಾಗುವುದು. ಪ್ರಕರಣ ಸಂಖ್ಯೆ: ಅರ್ಜಿದಾರರು ಸದರಿ ನ್ಯಾಯಾಲಯದಲ್ಲಿ ಜನನ / ಮರಣ ನೋಂದಣಿಗಾಗಿ ಅರ್ಜಿ ಸಲ್ಲಿಸಿರುತ್ತಾರೆ. ಈ ಬಗ್ಗೆ ಯಾರಿಗಾದರೂ ಆಕ್ಷೇಪಣೆ ಇದ್ದಲ್ಲಿ ಪ್ರಕಟಣೆಯಾದ ದಿನಾಂಕದಿಂದ ಮುಂದಿನ ವಿಚಾರಣಾ ದಿನಾಂಕದಂದು ಬೆಳಿಗ್ಗೆ 11 ಗಂಟೆಗೆ ನ್ಯಾಯಾಲಯದ ಮುಂದೆ ಹಾಜರಾಗಿ ಆಕ್ಷೇಪಣೆ ಸಲ್ಲಿಸಬಹುದು. ತಪ್ಪಿದಲ್ಲಿ ಏಕಪಕ್ಷೀಯವಾಗಿ ಆದೇಶ ಹೊರಡಿಸಲಾಗುವುದು. ನ್ಯಾಯಾಲಯದ ಆದೇಶದ ಮೇರೆಗೆ ಶಿರಸ್ತೇದಾರರು bbox=[460, 1231, 572, 1432]
court-notice: ನ್ಯಾಯಾಲಯದ ಶ್ರೀ ಅಧಿಕೃತ ಸಿವಿಲ್ ನ್ಯಾಯಾಧೀಶರು ಮತ್ತು ಜೆ.ಎಂ.ಎಫ್.ಸಿ ನ್ಯಾಯಾಲಯ, ಹಾಸನ ಪ್ರಕರಣ ಸಂಖ್ಯೆ: 489/2025 ಪ್ರಕರಣ ಸಂಖ್ಯೆ: ಅರ್ಜಿದಾರರು ಸದರಿ ನ್ಯಾಯಾಲಯದಲ್ಲಿ ಜನನ / ಮರಣ ನೋಂದಣಿಗಾಗಿ ಅರ್ಜಿ ಸಲ್ಲಿಸಿರುತ್ತಾರೆ. ಈ ಬಗ್ಗೆ ಯಾರಿಗಾದರೂ ಆಕ್ಷೇಪಣೆ ಇದ್ದಲ್ಲಿ ಪ್ರಕಟಣೆಯಾದ ದಿನಾಂಕದಿಂದ ಮುಂದಿನ ವಿಚಾರಣಾ ದಿನಾಂಕದಂದು ಬೆಳಿಗ್ಗೆ 11 ಗಂಟೆಗೆ ನ್ಯಾಯಾಲಯದ ಮುಂದೆ ಹಾಜರಾಗಿ ಆಕ್ಷೇಪಣೆ ಸಲ್ಲಿಸಬಹುದು. ತಪ್ಪಿದಲ್ಲಿ ಏಕಪಕ್ಷೀಯವಾಗಿ ಆದೇಶ ಹೊರಡಿಸಲಾಗುವುದು. ಪ್ರಕರಣ ಸಂಖ್ಯೆ: ಅರ್ಜಿದಾರರು ಸದರಿ ನ್ಯಾಯಾಲಯದಲ್ಲಿ ಜನನ / ಮರಣ ನೋಂದಣಿಗಾಗಿ ಅರ್ಜಿ ಸಲ್ಲಿಸಿರುತ್ತಾರೆ. ಈ ಬಗ್ಗೆ ಯಾರಿಗಾದರೂ ಆಕ್ಷೇಪಣೆ ಇದ್ದಲ್ಲಿ ಪ್ರಕಟಣೆಯಾದ ದಿನಾಂಕದಿಂದ ಮುಂದಿನ ವಿಚಾರಣಾ ದಿನಾಂಕದಂದು ಬೆಳಿಗ್ಗೆ 11 ಗಂಟೆಗೆ ನ್ಯಾಯಾಲಯದ ಮುಂದೆ ಹಾಜರಾಗಿ ಆಕ್ಷೇಪಣೆ ಸಲ್ಲಿಸಬಹುದು. ತಪ್ಪಿದಲ್ಲಿ ಏಕಪಕ್ಷೀಯವಾಗಿ ಆದೇಶ ಹೊರಡಿಸಲಾಗುವುದು. ನ್ಯಾಯಾಲಯದ ಆದೇಶದ ಮೇರೆಗೆ ಶಿರಸ್ತೇದಾರರು bbox=[808, 1026, 920, 1227]
dateline: ಚನ್ನರಾಯಪಟ್ಟಣ: bbox=[480, 757, 513, 763]
story-body: ಗ್ರಾಮ ಪಂಚಾಯಿತಿ ಆವರಣದಲ್ಲಿ ನಡೆದ ಧ್ವಜಾರೋಹಣದಲ್ಲಿ ಸೇರಿದ್ದ ವಿವಿಧ ಶಾಲಾ ಕಾಲೇಜುಗಳ ಸಾವಿರಾರು ವಿದ್ಯಾರ್ಥಿಗಳು ನಂತರ ಪಟ್ಟಣದ ಪ್ರಮುಖ ಬೀದಿಗಳಲ್ಲಿ 750 ಅಡಿ ಉದ್ದದ ಧ್ವಜ ಹಿಡಿದು ಘೋಷಣೆಗಳನ್ನು ಕೂಗುತ್ತಾ ಸಾಗಿದ್ದು ವಿಶೇಷವಾಗಿತ್ತು. ಪಟ್ಟಣದ ಗ್ರಾಮ ಪಂಚಾಯಿತಿ ಆವರಣದಲ್ಲಿ ನಡೆದ 79ನೇ ಸ್ವಾತಂತ್ರ್ಯ ದಿನಾಚರಣೆಯ ಧ್ವಜಾರೋಹಣವನ್ನು ನೆರವೇರಿಸಿದ ಗ್ರಾ.ಪಂ ಅಧ್ಯಕ್ಷರು ಸಂದೇಶ ನೀಡಿದರು. ಕೊಣನೂರು ಪೊಲೀಸ್ ಠಾಣೆ, ಹೋಬಳಿ ಆಡಳಿತ ಹಾಗೂ ಶಾಲಾ ಕಾಲೇಜುಗಳ ಶಿಕ್ಷಕರು ಪಾಲ್ಗೊಂಡಿದ್ದರು. bbox=[432, 105, 690, 137]
story-body: ಭಾರತ ದೇಶ ಪ್ರಗತಿ ಪಥದಲ್ಲಿ ಸಾಗಲು ಯುವಕರ ಪಾತ್ರ ಪ್ರಮುಖವಾಗಿದೆ ಎಂದು ಶಾಸಕರು ಹೇಳಿದರು. ಪಟ್ಟಣದ ತಾಲ್ಲೂಕು ಕ್ರೀಡಾಂಗಣದಲ್ಲಿ ನಡೆದ 79ನೇ ಸ್ವಾತಂತ್ರ್ಯ ದಿನಾಚರಣೆಯಲ್ಲಿ ಮಾತನಾಡಿದ ಅವರು, ಯುವಜನರು ದುಶ್ಚಟಗಳಿಂದ ದೂರವಿದ್ದು ದೇಶದ ಅಭಿವೃದ್ಧಿಗೆ ಕೊಡುಗೆ ನೀಡಬೇಕು. ಶಿಕ್ಷಣ, ಉದ್ಯೋಗ ಹಾಗೂ ಕೌಶಲ್ಯಾಭಿವೃದ್ಧಿಯಲ್ಲಿ ಮುಂದೆ ಬರಬೇಕು ಎಂದರು. ಕಾರ್ಯಕ್ರಮದಲ್ಲಿ ತಹಶೀಲ್ದಾರ್, ತಾ.ಪಂ. ಇಒ, ಪೊಲೀಸ್ ಅಧಿಕಾರಿಗಳು, ಜನಪ್ರತಿನಿಧಿಗಳು ಹಾಗೂ ವಿದ್ಯಾರ್ಥಿಗಳು ಭಾಗವಹಿಸಿದ್ದರು. bbox=[198, 1071, 338, 1129]
dateline: ಸಕಲೇಶಪುರ: bbox=[8, 263, 32, 270]
short-news-2-photo bbox=[8, 205, 186, 259]
court-notice: ನ್ಯಾಯಾಲಯದ ಶ್ರೀ ಅಧಿಕೃತ ಸಿವಿಲ್ ನ್ಯಾಯಾಧೀಶರು ಮತ್ತು ಜೆ.ಎಂ.ಎಫ್.ಸಿ ನ್ಯಾಯಾಲಯ, ಹಾಸನ ಪ್ರಕರಣ ಸಂಖ್ಯೆ: 493/2025 ಪ್ರಕರಣ ಸಂಖ್ಯೆ: ಅರ್ಜಿದಾರರು ಸದರಿ ನ್ಯಾಯಾಲಯದಲ್ಲಿ ಜನನ / ಮರಣ ನೋಂದಣಿಗಾಗಿ ಅರ್ಜಿ ಸಲ್ಲಿಸಿರುತ್ತಾರೆ. ಈ ಬಗ್ಗೆ ಯಾರಿಗಾದರೂ ಆಕ್ಷೇಪಣೆ ಇದ್ದಲ್ಲಿ ಪ್ರಕಟಣೆಯಾದ ದಿನಾಂಕದಿಂದ ಮುಂದಿನ ವಿಚಾರಣಾ ದಿನಾಂಕದಂದು ಬೆಳಿಗ್ಗೆ 11 ಗಂಟೆಗೆ ನ್ಯಾಯಾಲಯದ ಮುಂದೆ ಹಾಜರಾಗಿ ಆಕ್ಷೇಪಣೆ ಸಲ್ಲಿಸಬಹುದು. ತಪ್ಪಿದಲ್ಲಿ ಏಕಪಕ್ಷೀಯವಾಗಿ ಆದೇಶ ಹೊರಡಿಸಲಾಗುವುದು. ಪ್ರಕರಣ ಸಂಖ್ಯೆ: ಅರ್ಜಿದಾರರು ಸದರಿ ನ್ಯಾಯಾಲಯದಲ್ಲಿ ಜನನ / ಮರಣ ನೋಂದಣಿಗಾಗಿ ಅರ್ಜಿ ಸಲ್ಲಿಸಿರುತ್ತಾರೆ. ಈ ಬಗ್ಗೆ ಯಾರಿಗಾದರೂ ಆಕ್ಷೇಪಣೆ ಇದ್ದಲ್ಲಿ ಪ್ರಕಟಣೆಯಾದ ದಿನಾಂಕದಿಂದ ಮುಂದಿನ ವಿಚಾರಣಾ ದಿನಾಂಕದಂದು ಬೆಳಿಗ್ಗೆ 11 ಗಂಟೆಗೆ ನ್ಯಾಯಾಲಯದ ಮುಂದೆ ಹಾಜರಾಗಿ ಆಕ್ಷೇಪಣೆ ಸಲ್ಲಿಸಬಹುದು. ತಪ್ಪಿದಲ್ಲಿ ಏಕಪಕ್ಷೀಯವಾಗಿ ಆದೇಶ ಹೊರಡಿಸಲಾಗುವುದು. ನ್ಯಾಯಾಲಯದ ಆದೇಶದ ಮೇರೆಗೆ ಶಿರಸ್ತೇದಾರರು bbox=[344, 1231, 456, 1432]
ksp-appointment-caption: ಹಾಸನ ಜಿಲ್ಲೆಯ ಕನ್ನಡ ಸಾಹಿತ್ಯ ಪರಿಷತ್ತಿನ ಗೌರವ ಕಾರ್ಯದರ್ಶಿಯಾಗಿ ಹಿರಿಯ ಪತ್ರಕರ್ತರಾದ ಎಸ್.ಬಿ.ಮದನಗೌಡ ಅವರನ್ನು ಕಸಾಪ ಅಧ್ಯಕ್ಷ ಡಾ.ಮಹೇಶ್ ಜೋಶಿ ಅವರು ನೇಮಕ ಮಾಡಿದರು. bbox=[698, 236, 902, 254]
court-notice: ನ್ಯಾಯಾಲಯದ ಶ್ರೀ ಅಧಿಕೃತ ಸಿವಿಲ್ ನ್ಯಾಯಾಧೀಶರು ಮತ್ತು ಜೆ.ಎಂ.ಎಫ್.ಸಿ ನ್ಯಾಯಾಲಯ, ಹಾಸನ ಪ್ರಕರಣ ಸಂಖ್ಯೆ: 499/2025 ಪ್ರಕರಣ ಸಂಖ್ಯೆ: ಅರ್ಜಿದಾರರು ಸದರಿ ನ್ಯಾಯಾಲಯದಲ್ಲಿ ಜನನ / ಮರಣ ನೋಂದಣಿಗಾಗಿ ಅರ್ಜಿ ಸಲ್ಲಿಸಿರುತ್ತಾರೆ. ಈ ಬಗ್ಗೆ ಯಾರಿಗಾದರೂ ಆಕ್ಷೇಪಣೆ ಇದ್ದಲ್ಲಿ ಪ್ರಕಟಣೆಯಾದ ದಿನಾಂಕದಿಂದ ಮುಂದಿನ ವಿಚಾರಣಾ ದಿನಾಂಕದಂದು ಬೆಳಿಗ್ಗೆ 11 ಗಂಟೆಗೆ ನ್ಯಾಯಾಲಯದ ಮುಂದೆ ಹಾಜರಾಗಿ ಆಕ್ಷೇಪಣೆ ಸಲ್ಲಿಸಬಹುದು. ತಪ್ಪಿದಲ್ಲಿ ಏಕಪಕ್ಷೀಯವಾಗಿ ಆದೇಶ ಹೊರಡಿಸಲಾಗುವುದು. ಪ್ರಕರಣ ಸಂಖ್ಯೆ: ಅರ್ಜಿದಾರರು ಸದರಿ ನ್ಯಾಯಾಲಯದಲ್ಲಿ ಜನನ / ಮರಣ ನೋಂದಣಿಗಾಗಿ ಅರ್ಜಿ ಸಲ್ಲಿಸಿರುತ್ತಾರೆ. ಈ ಬಗ್ಗೆ ಯಾರಿಗಾದರೂ ಆಕ್ಷೇಪಣೆ ಇದ್ದಲ್ಲಿ ಪ್ರಕಟಣೆಯಾದ ದಿನಾಂಕದಿಂದ ಮುಂದಿನ ವಿಚಾರಣಾ ದಿನಾಂಕದಂದು ಬೆಳಿಗ್ಗೆ 11 ಗಂಟೆಗೆ ನ್ಯಾಯಾಲಯದ ಮುಂದೆ ಹಾಜರಾಗಿ ಆಕ್ಷೇಪಣೆ ಸಲ್ಲಿಸಬಹುದು. ತಪ್ಪಿದಲ್ಲಿ ಏಕಪಕ್ಷೀಯವಾಗಿ ಆದೇಶ ಹೊರಡಿಸಲಾಗುವುದು. ನ್ಯಾಯಾಲಯದ ಆದೇಶದ ಮೇರೆಗೆ ಶಿರಸ್ತೇದಾರರು bbox=[344, 1026, 456, 1227]
short-news-badge: ಕಿರುಸುದ್ದಿ bbox=[54, 84, 113, 107]
short-news-3-title: ಹಿಂದೂ ಧರ್ಮ ರಕ್ಷಣಾ ವೇದಿಕೆಯಿಂದ ಇಂದು ಧರಣಿ bbox=[14, 309, 180, 321]
issue-date: 16 ಆಗಸ್ಟ್ 2025 bbox=[818, 30, 868, 39]
cultural-program-title: ಸಾಂಸ್ಕೃತಿಕ ಕಾರ್ಯಕ್ರಮ bbox=[344, 524, 478, 540]
dateline: ಅರಸೀಕೆರೆ: bbox=[336, 787, 356, 793]
brand-tagline: ರಾಷ್ಟ್ರೀಯ ಸ್ವಾಭಿಮಾನದ ಧ್ವನಿ bbox=[88, 34, 135, 40]
